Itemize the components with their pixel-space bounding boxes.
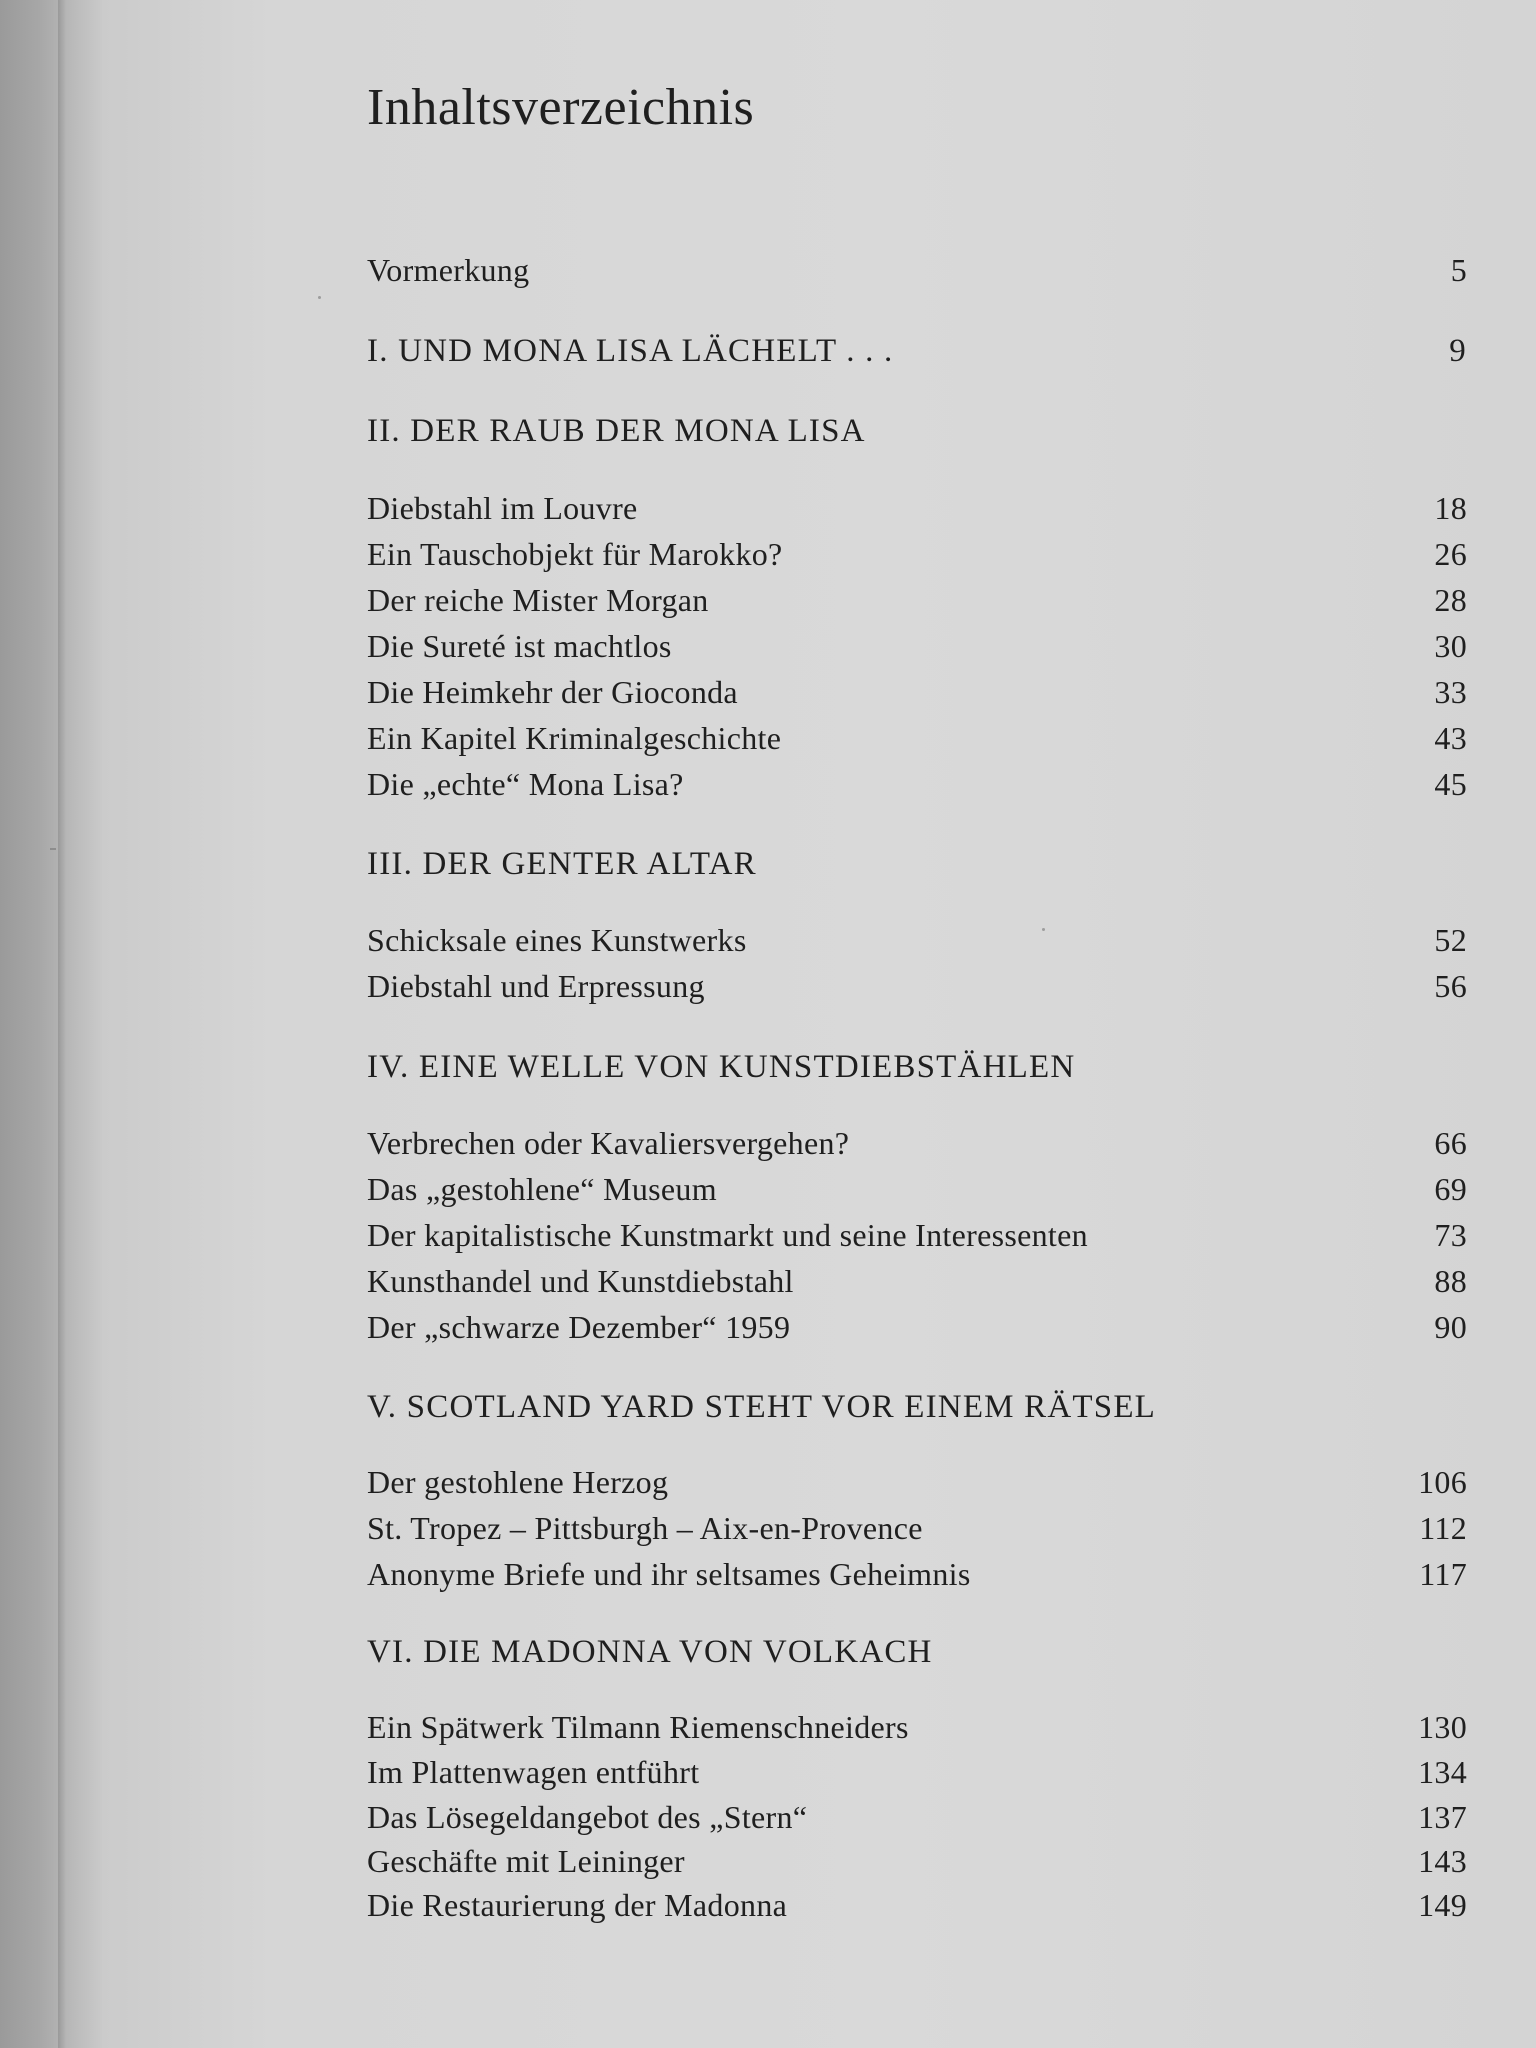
toc-entry[interactable] <box>367 536 1467 582</box>
toc-entry-label: Schicksale eines Kunstwerks <box>367 922 747 958</box>
toc-entry[interactable] <box>367 628 1467 674</box>
toc-entry-page: 69 <box>1434 1171 1467 1207</box>
toc-entry-label: Diebstahl und Erpressung <box>367 968 705 1004</box>
toc-entry[interactable] <box>367 1709 1467 1755</box>
chapter-title: VI. DIE MADONNA VON VOLKACH <box>367 1634 933 1670</box>
toc-entry-label: Verbrechen oder Kavaliersvergehen? <box>367 1125 850 1161</box>
chapter-heading-5[interactable] <box>367 1389 1467 1426</box>
toc-entry[interactable] <box>367 490 1467 536</box>
toc-entry-label: Die „echte“ Mona Lisa? <box>367 766 684 802</box>
toc-entry[interactable] <box>367 1171 1467 1217</box>
chapter-heading-6[interactable] <box>367 1634 1467 1671</box>
toc-entry-page: 5 <box>1450 252 1467 288</box>
toc-entry[interactable] <box>367 1217 1467 1263</box>
toc-entry-label: Der reiche Mister Morgan <box>367 582 709 618</box>
chapter-title: V. SCOTLAND YARD STEHT VOR EINEM RÄTSEL <box>367 1389 1157 1425</box>
toc-entry-label: Der gestohlene Herzog <box>367 1464 669 1500</box>
toc-entry[interactable] <box>367 968 1467 1014</box>
chapter-heading-4[interactable] <box>367 1049 1467 1086</box>
toc-entry[interactable] <box>367 1799 1467 1845</box>
toc-entry-page: 90 <box>1434 1309 1467 1345</box>
toc-entry[interactable] <box>367 1125 1467 1171</box>
toc-entry-label: Diebstahl im Louvre <box>367 490 638 526</box>
toc-entry-label: Das Lösegeldangebot des „Stern“ <box>367 1799 808 1835</box>
toc-entry-page: 45 <box>1434 766 1467 802</box>
toc-entry[interactable] <box>367 1754 1467 1800</box>
toc-entry-page: 112 <box>1419 1510 1467 1546</box>
toc-entry-page: 56 <box>1434 968 1467 1004</box>
toc-entry-label: Vormerkung <box>367 252 530 288</box>
toc-entry-vormerkung[interactable] <box>367 252 1467 298</box>
toc-entry[interactable] <box>367 1263 1467 1309</box>
toc-entry-label: Das „gestohlene“ Museum <box>367 1171 717 1207</box>
toc-entry-label: Ein Kapitel Kriminalgeschichte <box>367 720 782 756</box>
toc-entry-page: 149 <box>1418 1887 1467 1923</box>
toc-entry[interactable] <box>367 1510 1467 1556</box>
toc-entry[interactable] <box>367 582 1467 628</box>
toc-entry-page: 28 <box>1434 582 1467 618</box>
book-binding-shadow <box>0 0 112 2048</box>
toc-entry-page: 130 <box>1418 1709 1467 1745</box>
chapter-title: II. DER RAUB DER MONA LISA <box>367 413 866 449</box>
toc-entry-label: Der „schwarze Dezember“ 1959 <box>367 1309 791 1345</box>
toc-entry-label: Kunsthandel und Kunstdiebstahl <box>367 1263 794 1299</box>
toc-entry[interactable] <box>367 674 1467 720</box>
toc-entry-page: 73 <box>1434 1217 1467 1253</box>
toc-entry-page: 88 <box>1434 1263 1467 1299</box>
toc-entry-label: Geschäfte mit Leininger <box>367 1843 685 1879</box>
toc-entry-page: 143 <box>1418 1843 1467 1879</box>
toc-entry-page: 66 <box>1434 1125 1467 1161</box>
chapter-heading-2[interactable] <box>367 413 1467 450</box>
chapter-title: III. DER GENTER ALTAR <box>367 846 757 882</box>
toc-entry[interactable] <box>367 922 1467 968</box>
toc-entry-page: 33 <box>1434 674 1467 710</box>
toc-entry[interactable] <box>367 1556 1467 1602</box>
toc-entry[interactable] <box>367 720 1467 766</box>
toc-entry-page: 134 <box>1418 1754 1467 1790</box>
toc-entry-page: 52 <box>1434 922 1467 958</box>
toc-entry-page: 106 <box>1418 1464 1467 1500</box>
toc-entry-page: 30 <box>1434 628 1467 664</box>
toc-entry-label: Ein Tauschobjekt für Marokko? <box>367 536 783 572</box>
page-title: Inhaltsverzeichnis <box>367 79 755 136</box>
toc-entry-label: Der kapitalistische Kunstmarkt und seine Interessenten <box>367 1217 1088 1253</box>
chapter-title: IV. EINE WELLE VON KUNSTDIEBSTÄHLEN <box>367 1049 1076 1085</box>
chapter-page: 9 <box>1449 333 1467 369</box>
chapter-heading-3[interactable] <box>367 846 1467 883</box>
toc-entry-page: 117 <box>1419 1556 1467 1592</box>
toc-entry[interactable] <box>367 766 1467 812</box>
toc-entry-page: 26 <box>1434 536 1467 572</box>
toc-entry[interactable] <box>367 1309 1467 1355</box>
toc-entry[interactable] <box>367 1887 1467 1933</box>
toc-entry-label: Anonyme Briefe und ihr seltsames Geheimnis <box>367 1556 971 1592</box>
toc-entry[interactable] <box>367 1843 1467 1889</box>
toc-entry-label: Die Sureté ist machtlos <box>367 628 672 664</box>
book-binding-edge <box>58 0 66 2048</box>
paper-speck <box>50 848 56 850</box>
chapter-heading-1[interactable] <box>367 333 1467 370</box>
toc-entry-page: 43 <box>1434 720 1467 756</box>
toc-entry-page: 18 <box>1434 490 1467 526</box>
paper-speck <box>318 296 321 299</box>
toc-entry-label: Ein Spätwerk Tilmann Riemenschneiders <box>367 1709 909 1745</box>
toc-entry-page: 137 <box>1418 1799 1467 1835</box>
toc-entry-label: St. Tropez – Pittsburgh – Aix-en-Provence <box>367 1510 923 1546</box>
toc-entry-label: Die Restaurierung der Madonna <box>367 1887 788 1923</box>
toc-entry-label: Im Plattenwagen entführt <box>367 1754 700 1790</box>
toc-entry[interactable] <box>367 1464 1467 1510</box>
chapter-title: I. UND MONA LISA LÄCHELT . . . <box>367 333 894 369</box>
toc-entry-label: Die Heimkehr der Gioconda <box>367 674 738 710</box>
